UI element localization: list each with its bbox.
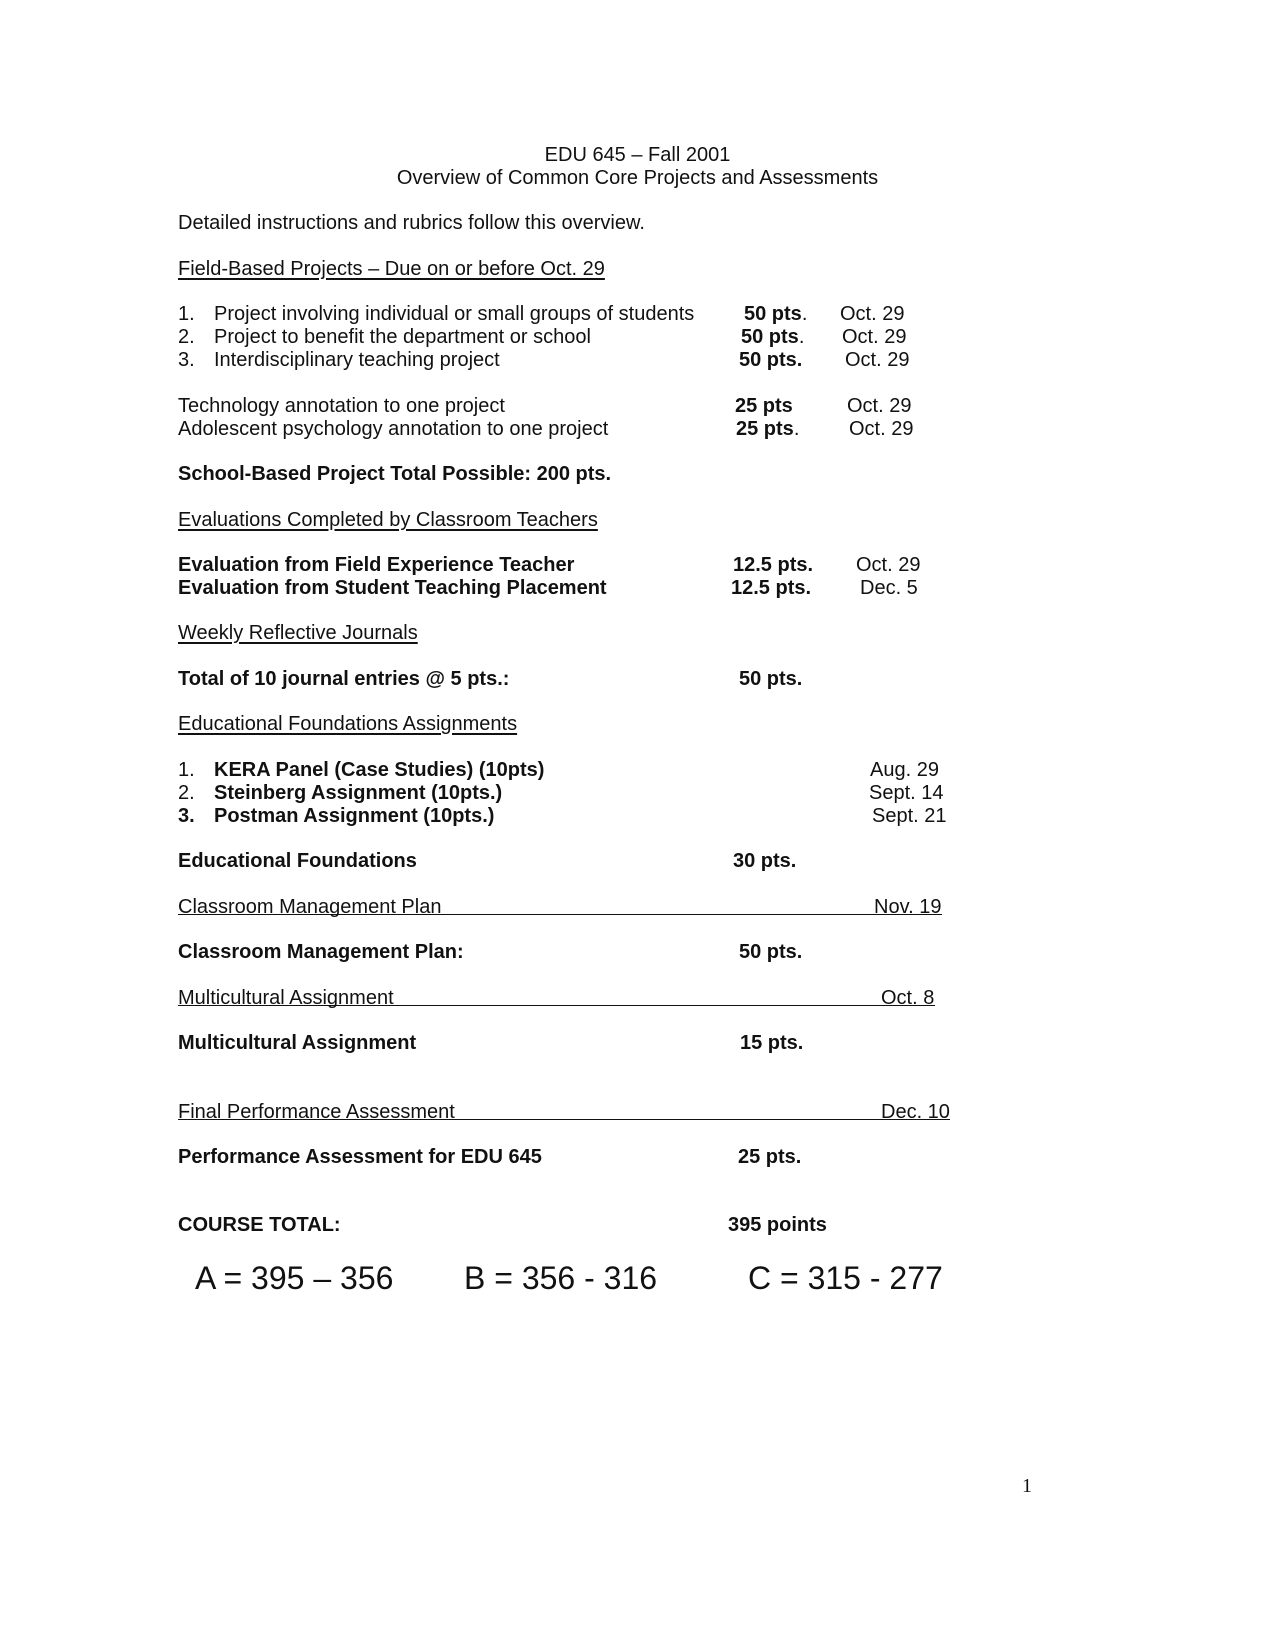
list-item-label: Steinberg Assignment (10pts.) [214,782,503,804]
foundations-total-label: Educational Foundations [178,850,417,872]
management-total-points: 50 pts. [739,941,803,963]
section-heading-management: Classroom Management Plan [178,896,442,918]
management-total-label: Classroom Management Plan: [178,941,464,963]
management-date: Nov. 19 [874,896,942,918]
points-suffix: . [801,303,808,325]
points-value: 50 pts [741,326,799,348]
list-item-date: Aug. 29 [870,759,939,781]
section-total-school-based: School-Based Project Total Possible: 200 pts. [178,463,612,485]
evaluation-label: Evaluation from Field Experience Teacher [178,554,575,576]
list-item-number: 2. [178,782,195,804]
list-item-label: Interdisciplinary teaching project [214,349,500,371]
performance-date: Dec. 10 [881,1101,950,1123]
list-item-number: 3. [178,805,195,827]
evaluation-points: 12.5 pts. [733,554,814,576]
list-item-points [739,348,802,372]
multicultural-date: Oct. 8 [881,987,935,1009]
course-total-value: 395 points [728,1214,827,1236]
foundations-total-points: 30 pts. [733,850,797,872]
points-value: 50 pts [744,303,802,325]
evaluation-date: Dec. 5 [860,577,918,599]
list-item-label: Postman Assignment (10pts.) [214,805,495,827]
section-heading-journals: Weekly Reflective Journals [178,622,418,644]
intro-text: Detailed instructions and rubrics follow this overview. [178,212,645,234]
course-total-label: COURSE TOTAL: [178,1214,341,1236]
list-item-number: 2. [178,326,195,348]
section-heading-foundations: Educational Foundations Assignments [178,713,518,735]
section-heading-performance: Final Performance Assessment [178,1101,455,1123]
list-item-date: Sept. 21 [872,805,947,827]
multicultural-total-label: Multicultural Assignment [178,1032,417,1054]
performance-total-label: Performance Assessment for EDU 645 [178,1146,542,1168]
grade-c-range: C = 315 - 277 [748,1260,943,1296]
management-underline [178,914,942,915]
journals-total-label: Total of 10 journal entries @ 5 pts.: [178,668,510,690]
list-item-date: Oct. 29 [842,326,907,348]
list-item-number: 3. [178,349,195,371]
annotation-date: Oct. 29 [847,395,912,417]
list-item-label: KERA Panel (Case Studies) (10pts) [214,759,545,781]
performance-underline [178,1119,950,1120]
list-item-date: Oct. 29 [840,303,905,325]
evaluation-label: Evaluation from Student Teaching Placement [178,577,607,599]
annotation-label: Technology annotation to one project [178,395,505,417]
annotation-points [736,417,799,441]
list-item-date: Oct. 29 [845,349,910,371]
points-value: 25 pts [735,395,793,417]
list-item-number: 1. [178,759,195,781]
list-item-points [741,325,804,349]
list-item-points [744,302,807,326]
page-number: 1 [1022,1475,1032,1497]
evaluation-points: 12.5 pts. [731,577,812,599]
section-heading-evaluations: Evaluations Completed by Classroom Teachers [178,509,598,531]
section-heading-field-based: Field-Based Projects – Due on or before Oct. 29 [178,258,605,280]
journals-total-points: 50 pts. [739,668,803,690]
list-item-label: Project involving individual or small groups of students [214,303,695,325]
multicultural-underline [178,1005,935,1006]
section-heading-multicultural: Multicultural Assignment [178,987,394,1009]
course-heading: EDU 645 – Fall 2001 [544,144,731,166]
evaluation-date: Oct. 29 [856,554,921,576]
grade-a-range: A = 395 – 356 [195,1260,394,1296]
grade-b-range: B = 356 - 316 [464,1260,658,1296]
points-value: 25 pts [736,418,794,440]
points-suffix: . [793,418,800,440]
points-suffix: . [798,326,805,348]
performance-total-points: 25 pts. [738,1146,802,1168]
multicultural-total-points: 15 pts. [740,1032,804,1054]
annotation-label: Adolescent psychology annotation to one project [178,418,609,440]
annotation-points [735,394,793,418]
list-item-number: 1. [178,303,195,325]
points-value: 50 pts. [739,349,803,371]
list-item-date: Sept. 14 [869,782,944,804]
page-title: Overview of Common Core Projects and Assessments [396,167,879,189]
list-item-label: Project to benefit the department or school [214,326,591,348]
annotation-date: Oct. 29 [849,418,914,440]
